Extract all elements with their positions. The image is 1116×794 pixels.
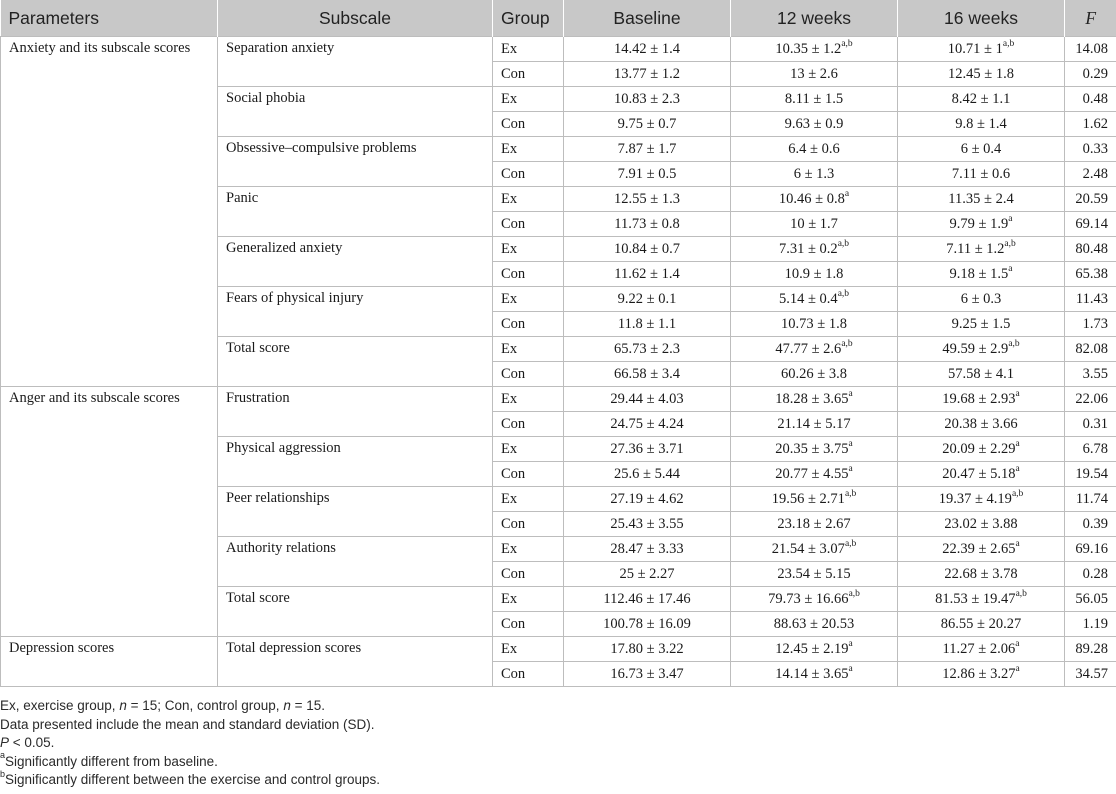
f-cell: 34.57 [1065,662,1116,687]
week12-cell [731,212,898,237]
significance-marker: a,b [1004,238,1016,249]
f-cell: 11.74 [1065,487,1116,512]
significance-marker: a [848,438,853,449]
value-text: 8.42 ± 1.1 [951,90,1011,107]
f-cell: 2.48 [1065,162,1116,187]
baseline-cell: 7.91 ± 0.5 [564,162,731,187]
week16-cell [898,387,1065,412]
f-cell: 14.08 [1065,37,1116,62]
footnote-b [0,768,1116,790]
significance-marker: a,b [837,238,850,249]
subscale-cell: Obsessive–compulsive problems [218,137,493,187]
baseline-cell: 14.42 ± 1.4 [564,37,731,62]
header-16-weeks: 16 weeks [898,0,1065,37]
header-parameters: Parameters [1,0,218,37]
significance-marker: a [1008,263,1013,274]
week12-cell [731,112,898,137]
significance-marker: a [848,388,853,399]
parameter-cell: Anxiety and its subscale scores [1,37,218,387]
week12-cell [731,512,898,537]
week12-cell [731,387,898,412]
value-text: 9.79 ± 1.9 [949,215,1009,232]
week16-cell [898,362,1065,387]
value-text: 20.35 ± 3.75 [775,440,849,457]
footnote-italic-p: P [0,735,10,750]
table-footnotes [0,697,1116,790]
group-cell: Con [493,662,564,687]
value-text: 8.11 ± 1.5 [784,90,844,107]
week12-cell [731,162,898,187]
significance-marker: a,b [841,38,853,49]
value-text: 6 ± 1.3 [793,165,835,182]
baseline-cell: 25 ± 2.27 [564,562,731,587]
value-text: 20.09 ± 2.29 [942,440,1016,457]
value-text: 19.37 ± 4.19 [938,490,1012,507]
value-text: 10.71 ± 1 [947,40,1003,57]
footnote-pvalue [0,734,1116,753]
subscale-cell: Generalized anxiety [218,237,493,287]
week16-cell [898,537,1065,562]
group-cell: Con [493,512,564,537]
table-body [1,37,1116,687]
f-cell: 0.39 [1065,512,1116,537]
baseline-cell: 112.46 ± 17.46 [564,587,731,612]
f-cell: 69.14 [1065,212,1116,237]
value-text: 88.63 ± 20.53 [773,615,855,632]
value-text: 23.18 ± 2.67 [777,515,851,532]
significance-marker: a,b [1008,338,1020,349]
value-text: 22.68 ± 3.78 [944,565,1018,582]
baseline-cell: 25.6 ± 5.44 [564,462,731,487]
group-cell: Ex [493,137,564,162]
header-f: F [1065,0,1116,37]
baseline-cell: 27.36 ± 3.71 [564,437,731,462]
value-text: 23.02 ± 3.88 [944,515,1018,532]
baseline-cell: 11.8 ± 1.1 [564,312,731,337]
week16-cell [898,437,1065,462]
value-text: 10.35 ± 1.2 [775,40,842,57]
group-cell: Con [493,62,564,87]
footnote-sd: Data presented include the mean and standard deviation (SD). [0,716,375,732]
value-text: 14.14 ± 3.65 [775,665,849,682]
table-row [1,637,1116,662]
subscale-cell: Social phobia [218,87,493,137]
footnote-text: = 15; Con, control group, [126,698,284,713]
group-cell: Con [493,312,564,337]
week12-cell [731,462,898,487]
subscale-cell: Total score [218,337,493,387]
table-row [1,387,1116,412]
baseline-cell: 24.75 ± 4.24 [564,412,731,437]
significance-marker: a [1015,538,1020,549]
group-cell: Ex [493,587,564,612]
value-text: 21.54 ± 3.07 [771,540,845,557]
f-cell: 3.55 [1065,362,1116,387]
footnote-groups [0,697,1116,716]
significance-marker: a,b [848,588,860,599]
week16-cell [898,112,1065,137]
value-text: 6 ± 0.3 [960,290,1002,307]
week16-cell [898,262,1065,287]
footnote-text: = 15. [290,698,325,713]
significance-marker: a [1015,438,1020,449]
value-text: 9.18 ± 1.5 [949,265,1009,282]
f-cell: 22.06 [1065,387,1116,412]
group-cell: Ex [493,87,564,112]
parameter-cell: Anger and its subscale scores [1,387,218,637]
week12-cell [731,262,898,287]
week16-cell [898,462,1065,487]
table-row [1,37,1116,62]
week16-cell [898,37,1065,62]
f-cell: 82.08 [1065,337,1116,362]
group-cell: Ex [493,287,564,312]
f-cell: 11.43 [1065,287,1116,312]
week12-cell [731,487,898,512]
value-text: 23.54 ± 5.15 [777,565,851,582]
value-text: 5.14 ± 0.4 [778,290,838,307]
group-cell: Con [493,462,564,487]
f-cell: 89.28 [1065,637,1116,662]
week12-cell [731,87,898,112]
header-subscale: Subscale [218,0,493,37]
footnote-italic-n: n [283,698,291,713]
value-text: 10.73 ± 1.8 [781,315,847,332]
value-text: 7.11 ± 1.2 [946,240,1005,257]
significance-marker: a,b [1002,38,1015,49]
week12-cell [731,587,898,612]
f-cell: 19.54 [1065,462,1116,487]
group-cell: Con [493,612,564,637]
value-text: 6.4 ± 0.6 [788,140,840,157]
f-cell: 1.62 [1065,112,1116,137]
value-text: 12.45 ± 2.19 [775,640,849,657]
f-cell: 0.48 [1065,87,1116,112]
week16-cell [898,487,1065,512]
subscale-cell: Authority relations [218,537,493,587]
value-text: 9.63 ± 0.9 [784,115,844,132]
f-cell: 0.31 [1065,412,1116,437]
baseline-cell: 25.43 ± 3.55 [564,512,731,537]
value-text: 20.77 ± 4.55 [775,465,849,482]
week12-cell [731,237,898,262]
header-group: Group [493,0,564,37]
week16-cell [898,512,1065,537]
footnote-text: < 0.05. [9,735,55,750]
significance-marker: a,b [1015,588,1027,599]
week16-cell [898,412,1065,437]
value-text: 20.38 ± 3.66 [944,415,1018,432]
group-cell: Ex [493,387,564,412]
value-text: 18.28 ± 3.65 [775,390,849,407]
week16-cell [898,287,1065,312]
group-cell: Ex [493,237,564,262]
value-text: 19.68 ± 2.93 [942,390,1016,407]
week12-cell [731,637,898,662]
week16-cell [898,62,1065,87]
value-text: 10.9 ± 1.8 [784,265,844,282]
group-cell: Con [493,562,564,587]
week12-cell [731,37,898,62]
parameter-cell: Depression scores [1,637,218,687]
value-text: 12.45 ± 1.8 [948,65,1014,82]
value-text: 13 ± 2.6 [790,65,838,82]
week12-cell [731,537,898,562]
baseline-cell: 27.19 ± 4.62 [564,487,731,512]
week12-cell [731,137,898,162]
value-text: 49.59 ± 2.9 [942,340,1009,357]
value-text: 9.25 ± 1.5 [951,315,1011,332]
footnote-text: Significantly different between the exercise and control groups. [5,772,380,787]
significance-marker: a [1015,638,1020,649]
f-cell: 20.59 [1065,187,1116,212]
value-text: 12.86 ± 3.27 [942,665,1016,682]
header-baseline: Baseline [564,0,731,37]
week12-cell [731,362,898,387]
baseline-cell: 13.77 ± 1.2 [564,62,731,87]
f-cell: 0.29 [1065,62,1116,87]
significance-marker: a [848,638,853,649]
group-cell: Con [493,162,564,187]
value-text: 10.46 ± 0.8 [778,190,845,207]
baseline-cell: 16.73 ± 3.47 [564,662,731,687]
f-cell: 1.19 [1065,612,1116,637]
baseline-cell: 12.55 ± 1.3 [564,187,731,212]
week16-cell [898,187,1065,212]
footnote-marker-b: b [0,768,6,779]
group-cell: Ex [493,637,564,662]
baseline-cell: 100.78 ± 16.09 [564,612,731,637]
baseline-cell: 9.22 ± 0.1 [564,287,731,312]
group-cell: Con [493,112,564,137]
significance-marker: a [848,463,853,474]
f-cell: 80.48 [1065,237,1116,262]
value-text: 20.47 ± 5.18 [942,465,1016,482]
value-text: 22.39 ± 2.65 [942,540,1016,557]
baseline-cell: 29.44 ± 4.03 [564,387,731,412]
baseline-cell: 66.58 ± 3.4 [564,362,731,387]
significance-marker: a [848,663,853,674]
group-cell: Con [493,362,564,387]
value-text: 47.77 ± 2.6 [775,340,842,357]
subscale-cell: Fears of physical injury [218,287,493,337]
footnote-a [0,750,1116,772]
week16-cell [898,162,1065,187]
week12-cell [731,612,898,637]
group-cell: Ex [493,487,564,512]
subscale-cell: Panic [218,187,493,237]
value-text: 11.27 ± 2.06 [942,640,1016,657]
baseline-cell: 10.83 ± 2.3 [564,87,731,112]
baseline-cell: 28.47 ± 3.33 [564,537,731,562]
week12-cell [731,187,898,212]
group-cell: Ex [493,437,564,462]
week16-cell [898,212,1065,237]
baseline-cell: 65.73 ± 2.3 [564,337,731,362]
f-cell: 0.28 [1065,562,1116,587]
subscale-cell: Separation anxiety [218,37,493,87]
baseline-cell: 11.62 ± 1.4 [564,262,731,287]
week16-cell [898,137,1065,162]
footnote-marker-a: a [0,750,6,760]
subscale-cell: Frustration [218,387,493,437]
week12-cell [731,62,898,87]
baseline-cell: 10.84 ± 0.7 [564,237,731,262]
value-text: 10 ± 1.7 [790,215,838,232]
week12-cell [731,287,898,312]
group-cell: Con [493,212,564,237]
week16-cell [898,662,1065,687]
week12-cell [731,312,898,337]
footnote-text: Ex, exercise group, [0,698,120,713]
f-cell: 1.73 [1065,312,1116,337]
group-cell: Ex [493,187,564,212]
week16-cell [898,587,1065,612]
significance-marker: a [1015,388,1020,399]
f-cell: 0.33 [1065,137,1116,162]
week16-cell [898,562,1065,587]
subscale-cell: Total score [218,587,493,637]
value-text: 19.56 ± 2.71 [771,490,845,507]
group-cell: Ex [493,537,564,562]
week16-cell [898,237,1065,262]
group-cell: Con [493,412,564,437]
value-text: 86.55 ± 20.27 [940,615,1022,632]
baseline-cell: 17.80 ± 3.22 [564,637,731,662]
value-text: 57.58 ± 4.1 [948,365,1014,382]
value-text: 60.26 ± 3.8 [781,365,847,382]
week12-cell [731,412,898,437]
value-text: 9.8 ± 1.4 [955,115,1007,132]
group-cell: Con [493,262,564,287]
baseline-cell: 11.73 ± 0.8 [564,212,731,237]
f-cell: 65.38 [1065,262,1116,287]
footnote-italic-n: n [119,698,127,713]
significance-marker: a,b [1011,488,1024,499]
significance-marker: a [1008,213,1013,224]
baseline-cell: 9.75 ± 0.7 [564,112,731,137]
value-text: 79.73 ± 16.66 [768,590,849,607]
subscale-cell: Peer relationships [218,487,493,537]
significance-marker: a,b [844,488,857,499]
value-text: 7.11 ± 0.6 [951,165,1011,182]
value-text: 7.31 ± 0.2 [778,240,838,257]
week16-cell [898,637,1065,662]
significance-marker: a [1015,463,1020,474]
f-cell: 6.78 [1065,437,1116,462]
value-text: 11.35 ± 2.4 [948,190,1014,207]
value-text: 21.14 ± 5.17 [777,415,851,432]
group-cell: Ex [493,337,564,362]
week12-cell [731,337,898,362]
value-text: 6 ± 0.4 [960,140,1002,157]
footnote-text: Significantly different from baseline. [5,753,218,769]
week16-cell [898,312,1065,337]
header-row [1,0,1116,37]
week16-cell [898,612,1065,637]
significance-marker: a [844,188,850,199]
subscale-cell: Physical aggression [218,437,493,487]
subscale-cell: Total depression scores [218,637,493,687]
significance-marker: a,b [837,288,850,299]
significance-marker: a,b [841,338,853,349]
header-12-weeks: 12 weeks [731,0,898,37]
week12-cell [731,562,898,587]
week16-cell [898,337,1065,362]
baseline-cell: 7.87 ± 1.7 [564,137,731,162]
f-cell: 56.05 [1065,587,1116,612]
significance-marker: a,b [844,538,857,549]
significance-marker: a [1015,663,1020,674]
week12-cell [731,437,898,462]
week12-cell [731,662,898,687]
value-text: 81.53 ± 19.47 [935,590,1016,607]
f-cell: 69.16 [1065,537,1116,562]
week16-cell [898,87,1065,112]
group-cell: Ex [493,37,564,62]
